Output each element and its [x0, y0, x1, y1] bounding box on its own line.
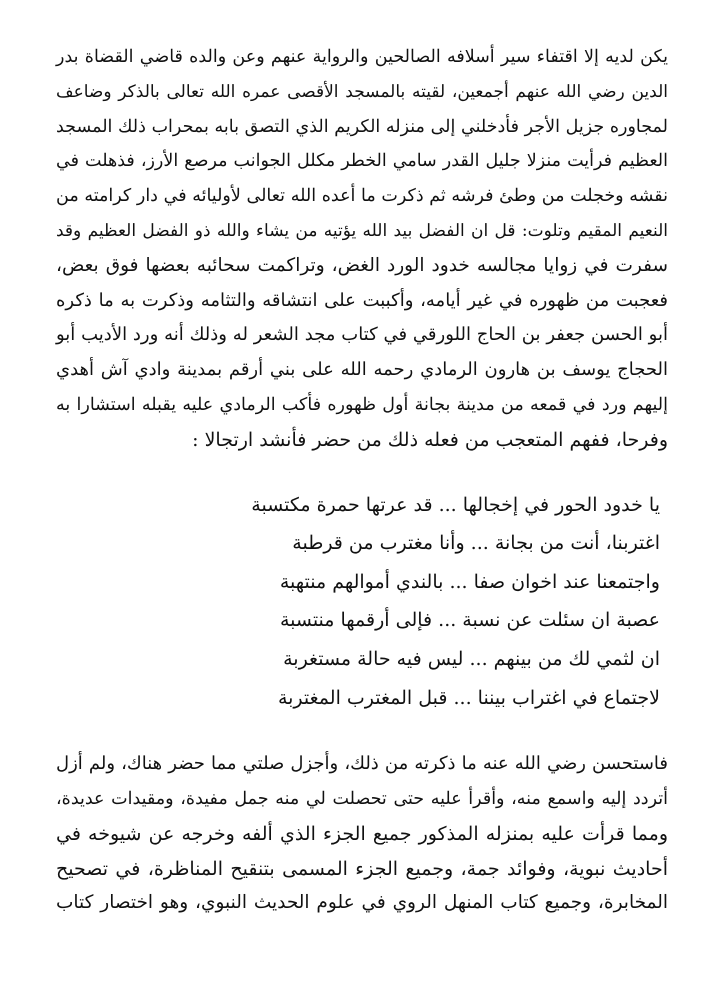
text-line: العظيم فرأيت منزلا جليل القدر سامي الخطر مكلل الجوانب مرصع الأرز، فذهلت في [56, 151, 668, 172]
poem-verse: ان لثمي لك من بينهم ... ليس فيه حالة مستغربة [283, 647, 660, 670]
poem-verse: واجتمعنا عند اخوان صفا ... بالندي أموالهم منتهبة [279, 570, 660, 593]
text-line: أبو الحسن جعفر بن الحاج اللورقي في كتاب مجد الشعر له وذلك أنه ورد الأديب أبو [56, 324, 668, 346]
paragraph-2 [56, 747, 668, 921]
text-line: الدين رضي الله عنهم أجمعين، لقيته بالمسجد الأقصى عمره الله تعالى بالذكر وضاعف [56, 81, 668, 102]
text-line: ومما قرأت عليه بمنزله المذكور جميع الجزء الذي ألفه وخرجه عن شيوخه في [56, 822, 668, 845]
poem-verse: عصبة ان سئلت عن نسبة ... فإلى أرقمها منتسبة [279, 609, 660, 632]
poem-verse: لاجتماع في اغتراب بيننا ... قبل المغترب المغتربة [277, 686, 660, 709]
paragraph-1 [56, 40, 668, 458]
text-line: يكن لديه إلا اقتفاء سير أسلافه الصالحين والرواية عنهم وعن والده قاضي القضاة بدر [56, 47, 668, 67]
text-line: المخابرة، وجميع كتاب المنهل الروي في علوم الحديث النبوي، وهو اختصار كتاب [56, 892, 668, 914]
text-line: سفرت في زوايا مجالسه خدود الورد الغض، وتراكمت سحائبه بعضها فوق بعض، [56, 254, 668, 276]
text-line: فاستحسن رضي الله عنه ما ذكرته من ذلك، وأجزل صلتي مما حضر هناك، ولم أزل [56, 753, 668, 775]
text-line: أحاديث نبوية، وفوائد جمة، وجميع الجزء المسمى بتنقيح المناظرة، في تصحيح [56, 857, 668, 880]
text-line: إليهم ورد في قمعه من مدينة بجانة أول ظهوره فأكب الرمادي عليه يقبله استشارا به [56, 394, 668, 415]
poem-verse: اغتربنا، أنت من بجانة ... وأنا مغترب من قرطبة [292, 532, 660, 555]
text-line: أتردد إليه واسمع منه، وأقرأ عليه حتى تحصلت لي منه جمل مفيدة، ومقيدات عديدة، [56, 788, 668, 809]
text-line: الحجاج يوسف بن هارون الرمادي رحمه الله على بني أرقم بمدينة وادي آش أهدي [56, 359, 668, 381]
text-line: وفرحا، ففهم المتعجب من فعله ذلك من حضر فأنشد ارتجالا : [192, 428, 668, 451]
text-line: لمجاوره جزيل الأجر فأدخلني إلى منزله الكريم الذي التصق بابه بمحراب ذلك المسجد [56, 116, 668, 137]
text-line: نقشه وخجلت من وطئ فرشه ثم ذكرت ما أعده الله تعالى لأوليائه في دار كرامته من [56, 186, 668, 207]
poem [56, 486, 668, 718]
text-line: النعيم المقيم وتلوت: قل ان الفضل بيد الله يؤتيه من يشاء والله ذو الفضل العظيم وقد [56, 220, 668, 241]
text-line: فعجبت من ظهوره في غير أيامه، وأكببت على انتشاقه والتثامه وذكرت به ما ذكره [56, 289, 668, 311]
poem-verse: يا خدود الحور في إخجالها ... قد عرتها حمرة مكتسبة [251, 493, 660, 516]
